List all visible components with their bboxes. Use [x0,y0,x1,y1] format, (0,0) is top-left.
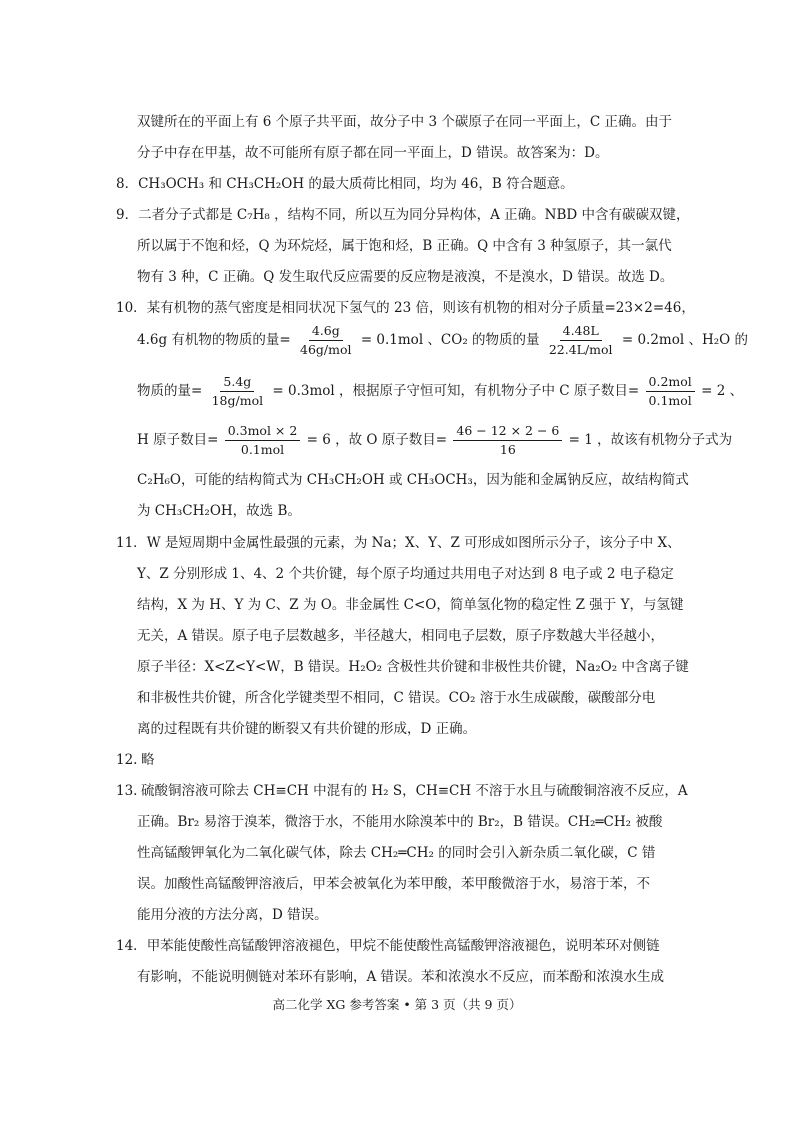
text-line: 正确。Br₂ 易溶于溴苯，微溶于水，不能用水除溴苯中的 Br₂，B 错误。CH₂═CH₂ 被酸 [137,814,663,830]
denominator: 0.1mol [240,442,285,457]
text-line: 和非极性共价键，所含化学键类型不相同，C 错误。CO₂ 溶于水生成碳酸，碳酸部分电 [137,690,656,706]
numerator: 0.3mol × 2 [225,422,301,441]
text-line: 二者分子式都是 C₇H₈ ，结构不同，所以互为同分异构体，A 正确。NBD 中含有碳碳双键， [138,207,690,223]
numerator: 5.4g [220,373,254,392]
text-line: C₂H₆O，可能的结构简式为 CH₃CH₂OH 或 CH₃OCH₃，因为能和金属钠反应，故结构简式 [137,472,689,488]
text-line: 某有机物的蒸气密度是相同状况下氢气的 23 倍，则该有机物的相对分子质量=23×2=46， [146,300,695,316]
text-line: 硫酸铜溶液可除去 CH≡CH 中混有的 H₂ S，CH≡CH 不溶于水且与硫酸铜溶液不反应，A [141,783,688,799]
text-segment: = 2 、 [701,383,744,399]
text-line: 原子半径：X<Z<Y<W，B 错误。H₂O₂ 含极性共价键和非极性共价键，Na₂O₂ 中含离子键 [137,659,689,675]
text-line: 有影响，不能说明侧链对苯环有影响，A 错误。苯和浓溴水不反应，而苯酚和浓溴水生成 [137,969,665,985]
denominator: 22.4L/mol [548,342,613,357]
fraction [209,373,267,410]
formula-line [137,320,748,360]
text-line: 结构，X 为 H、Y 为 C、Z 为 O。非金属性 C<O，简单氢化物的稳定性 Z 强于 Y，与氢键 [137,597,684,613]
text-line: 能用分液的方法分离，D 错误。 [137,907,328,923]
denominator: 0.1mol [648,393,692,408]
text-line: CH₃OCH₃ 和 CH₃CH₂OH 的最大质荷比相同，均为 46，B 符合题意。 [138,176,574,192]
question-number: 11． [116,535,147,551]
text-line: W 是短周期中金属性最强的元素，为 Na；X、Y、Z 可形成如图所示分子，该分子中 X、 [146,535,681,551]
text-segment: 4.6g 有机物的物质的量= [137,332,291,348]
question-13 [116,781,688,801]
text-line: 无关，A 错误。原子电子层数越多，半径越大，相同电子层数，原子序数越大半径越小， [137,628,665,644]
numerator: 4.48L [560,322,602,341]
question-number: 13. [116,783,138,799]
text-segment: = 0.2mol 、H₂O 的 [621,332,749,348]
question-9 [116,205,690,225]
denominator: 18g/mol [211,393,264,408]
text-segment: H 原子数目= [137,432,219,448]
text-segment: = 0.3mol ，根据原子守恒可知，有机物分子中 C 原子数目= [272,383,640,399]
text-line: 双键所在的平面上有 6 个原子共平面，故分子中 3 个碳原子在同一平面上，C 正确。由于 [137,114,672,130]
text-line: 性高锰酸钾氧化为二氧化碳气体，除去 CH₂═CH₂ 的同时会引入新杂质二氧化碳，C 错 [137,845,656,861]
text-segment: = 1 ，故该有机物分子式为 [568,432,733,448]
text-line: 略 [141,752,155,768]
formula-line [137,371,743,411]
fraction [453,422,562,459]
fraction [225,422,301,459]
question-number: 14． [116,938,147,954]
numerator: 4.6g [309,322,343,341]
formula-line [137,420,732,460]
text-line: 离的过程既有共价键的断裂又有共价键的形成，D 正确。 [137,721,477,737]
text-line: 误。加酸性高锰酸钾溶液后，甲苯会被氧化为苯甲酸，苯甲酸微溶于水，易溶于苯，不 [137,876,650,892]
denominator: 16 [499,442,516,457]
text-line: 所以属于不饱和烃，Q 为环烷烃，属于饱和烃，B 正确。Q 中含有 3 种氢原子，其一氯代 [137,238,672,254]
text-line: 为 CH₃CH₂OH，故选 B。 [137,503,301,519]
text-line: Y、Z 分别形成 1、4、2 个共价键，每个原子均通过共用电子对达到 8 电子或 2 电子稳定 [137,566,674,582]
denominator: 46g/mol [300,342,352,357]
question-12 [116,750,155,770]
question-8 [116,174,574,194]
text-line: 甲苯能使酸性高锰酸钾溶液褪色，甲烷不能使酸性高锰酸钾溶液褪色，说明苯环对侧链 [146,938,660,954]
question-14 [116,936,660,956]
text-segment: 物质的量= [137,383,203,399]
question-11 [116,533,681,553]
question-number: 9． [116,207,139,223]
page-footer: 高二化学 XG 参考答案 • 第 3 页（共 9 页） [272,997,522,1012]
text-segment: = 0.1mol 、CO₂ 的物质的量 [360,332,540,348]
question-number: 8． [116,176,139,192]
text-segment: = 6 ，故 O 原子数目= [306,432,448,448]
question-number: 10． [116,300,147,316]
question-10 [116,298,695,318]
question-number: 12. [116,752,138,768]
text-line: 分子中存在甲基，故不可能所有原子都在同一平面上，D 错误。故答案为：D。 [137,145,609,161]
fraction [646,373,695,410]
numerator: 0.2mol [646,373,695,392]
fraction [297,322,355,359]
numerator: 46 − 12 × 2 − 6 [453,422,562,441]
text-line: 物有 3 种，C 正确。Q 发生取代反应需要的反应物是液溴，不是溴水，D 错误。故选 D。 [137,269,674,285]
fraction [546,322,616,359]
